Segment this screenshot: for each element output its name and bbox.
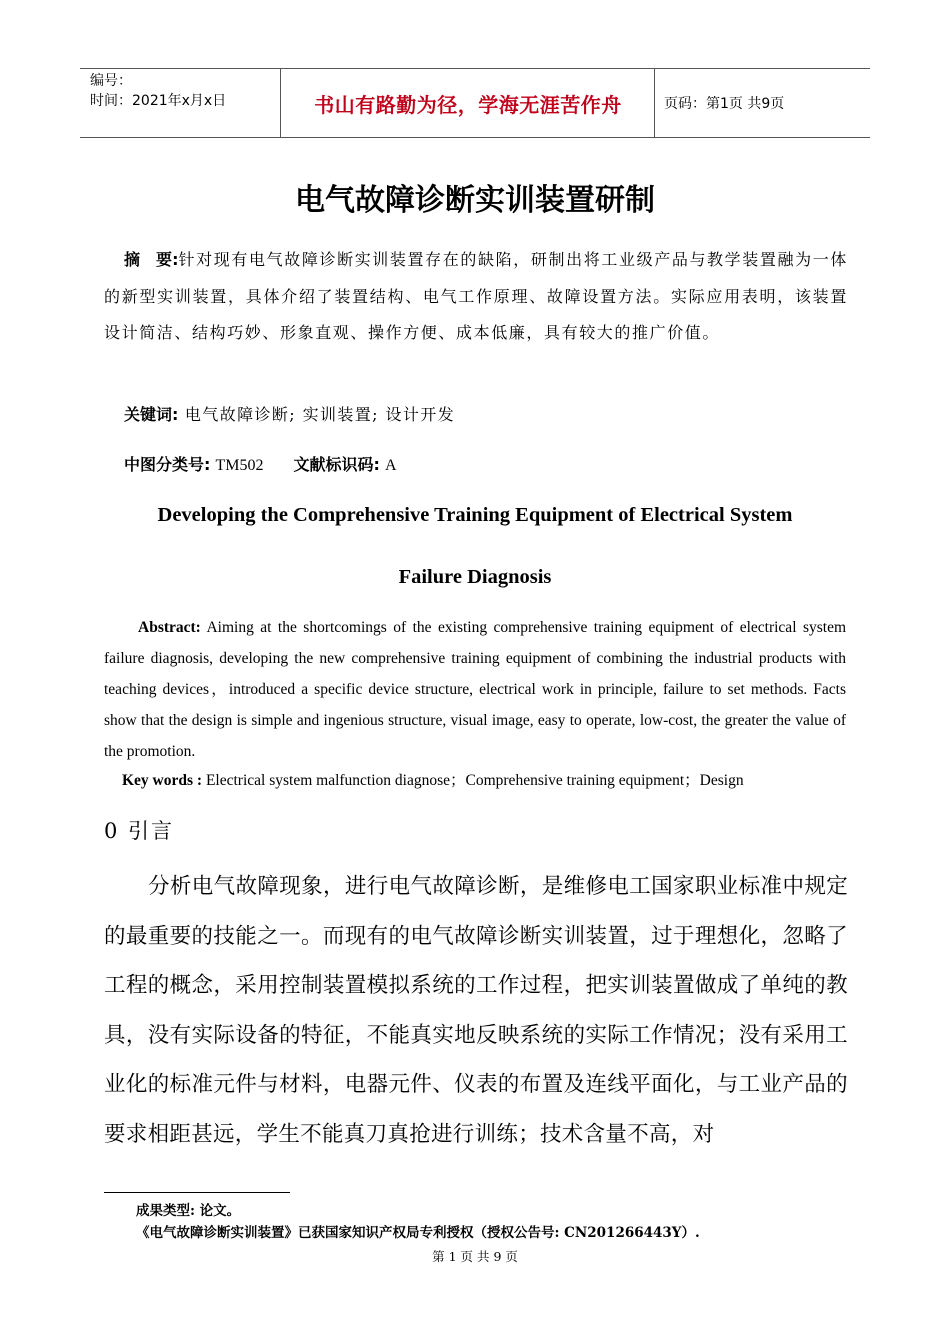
header-motto: 书山有路勤为径，学海无涯苦作舟	[314, 93, 622, 117]
en-title-line1: Developing the Comprehensive Training Equipment of Electrical System	[157, 504, 793, 526]
en-keywords-text: Electrical system malfunction diagnose；Comprehensive training equipment；Design	[205, 772, 744, 789]
clc-label: 中图分类号:	[124, 455, 211, 474]
classification	[124, 452, 397, 475]
doc-code-label: 文献标识码:	[293, 455, 380, 474]
header-number-label: 编号：	[90, 73, 132, 89]
footnote-line1: 成果类型: 论文。	[136, 1203, 241, 1219]
page-number: 第 1 页 共 9 页	[432, 1249, 518, 1264]
en-abstract-label: Abstract:	[138, 619, 201, 636]
header-divider	[654, 69, 655, 137]
en-title-line2: Failure Diagnosis	[398, 566, 552, 588]
en-keywords	[122, 768, 744, 790]
doc-code-value: A	[385, 457, 397, 474]
document-title: 电气故障诊断实训装置研制	[295, 183, 655, 218]
header-page-label: 页码：第1页 共9页	[664, 96, 785, 112]
en-abstract	[104, 612, 846, 767]
body-paragraph: 分析电气故障现象，进行电气故障诊断，是维修电工国家职业标准中规定的最重要的技能之一。而现有的电气故障诊断实训装置，过于理想化，忽略了工程的概念，采用控制装置模拟系统的工作过程，把实训装置做成了单纯的教具，没有实际设备的特征，不能真实地反映系统的实际工作情况；没有采用工业化的标准元件与材料，电器元件、仪表的布置及连线平面化，与工业产品的要求相距甚远，学生不能真刀真抢进行训练；技术含量不高，对	[104, 874, 848, 1147]
header-meta	[90, 71, 226, 111]
section-heading: 0 引言	[104, 819, 175, 843]
cn-abstract-label: 摘 要:	[124, 250, 179, 269]
cn-keywords-label: 关键词:	[124, 405, 179, 424]
cn-abstract	[104, 242, 848, 352]
cn-keywords	[124, 402, 455, 425]
footnote-line2: 《电气故障诊断实训装置》已获国家知识产权局专利授权（授权公告号: CN201266443Y）.	[136, 1225, 700, 1241]
clc-value: TM502	[215, 457, 264, 474]
document-header	[80, 68, 870, 138]
cn-keywords-text: 电气故障诊断; 实训装置; 设计开发	[184, 405, 456, 424]
en-abstract-text: Aiming at the shortcomings of the existing comprehensive training equipment of electrical system failure diagnosis, developing the new comprehensive training equipment of combining the industrial products with teaching devices，introduced a specific device structure, electrical work in principle, failure to set methods. Facts show that the design is simple and ingenious structure, visual image, easy to operate, low-cost, the greater the value of the promotion.	[104, 619, 847, 760]
header-divider	[280, 69, 281, 137]
header-time-label: 时间：2021年x月x日	[90, 93, 227, 109]
footnote-rule	[104, 1192, 290, 1193]
cn-abstract-text: 针对现有电气故障诊断实训装置存在的缺陷，研制出将工业级产品与教学装置融为一体的新型实训装置，具体介绍了装置结构、电气工作原理、故障设置方法。实际应用表明，该装置设计简洁、结构巧妙、形象直观、操作方便、成本低廉，具有较大的推广价值。	[104, 250, 848, 342]
en-keywords-label: Key words :	[122, 772, 203, 789]
